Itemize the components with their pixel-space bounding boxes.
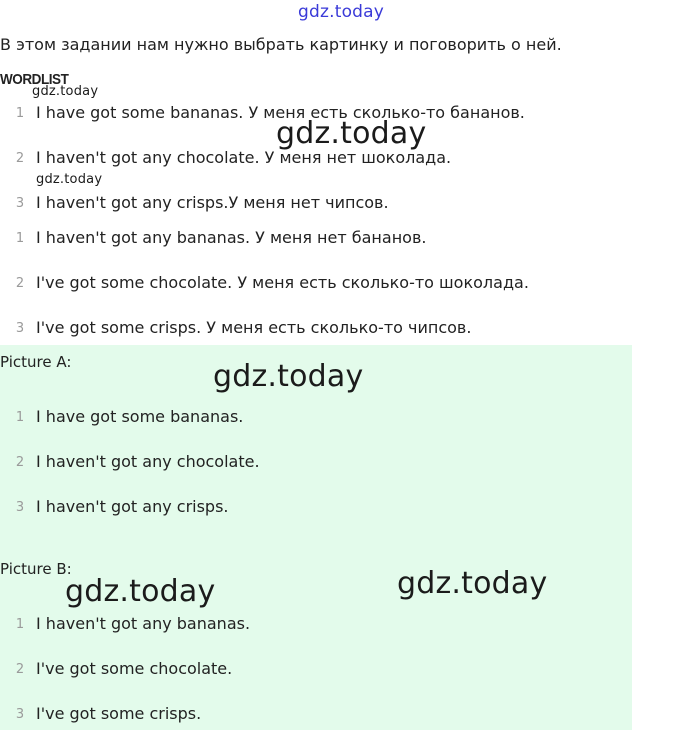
item-number: 2 <box>15 276 25 291</box>
watermark-big-2: gdz.today <box>213 359 364 394</box>
watermark-big-4: gdz.today <box>397 566 548 601</box>
watermark-top: gdz.today <box>298 2 385 22</box>
watermark-big-1: gdz.today <box>276 116 427 151</box>
wordlist-heading: WORDLIST <box>0 71 69 88</box>
item-text: I've got some crisps. У меня есть сколько-то чипсов. <box>36 318 472 337</box>
item-text: I've got some crisps. <box>36 704 202 723</box>
item-text: I haven't got any chocolate. У меня нет шоколада. <box>36 148 452 167</box>
item-number: 3 <box>15 321 25 336</box>
item-number: 3 <box>15 707 25 722</box>
item-number: 2 <box>15 662 25 677</box>
item-text: I've got some chocolate. <box>36 659 233 678</box>
watermark-small-1: gdz.today <box>32 84 99 99</box>
item-number: 1 <box>15 231 25 246</box>
item-number: 2 <box>15 455 25 470</box>
item-number: 2 <box>15 151 25 166</box>
picture-a-label: Picture A: <box>0 353 72 371</box>
item-number: 3 <box>15 196 25 211</box>
item-number: 1 <box>15 617 25 632</box>
item-text: I have got some bananas. У меня есть сколько-то бананов. <box>36 103 525 122</box>
item-text: I haven't got any chocolate. <box>36 452 260 471</box>
item-number: 3 <box>15 500 25 515</box>
item-text: I haven't got any bananas. <box>36 614 251 633</box>
intro-text: В этом задании нам нужно выбрать картинку и поговорить о ней. <box>0 35 562 54</box>
picture-b-label: Picture B: <box>0 560 72 578</box>
item-text: I have got some bananas. <box>36 407 244 426</box>
item-number: 1 <box>15 106 25 121</box>
item-text: I haven't got any bananas. У меня нет бананов. <box>36 228 427 247</box>
watermark-small-2: gdz.today <box>36 172 103 187</box>
watermark-big-3: gdz.today <box>65 574 216 609</box>
item-number: 1 <box>15 410 25 425</box>
item-text: I haven't got any crisps. <box>36 497 229 516</box>
item-text: I haven't got any crisps.У меня нет чипсов. <box>36 193 389 212</box>
item-text: I've got some chocolate. У меня есть сколько-то шоколада. <box>36 273 529 292</box>
